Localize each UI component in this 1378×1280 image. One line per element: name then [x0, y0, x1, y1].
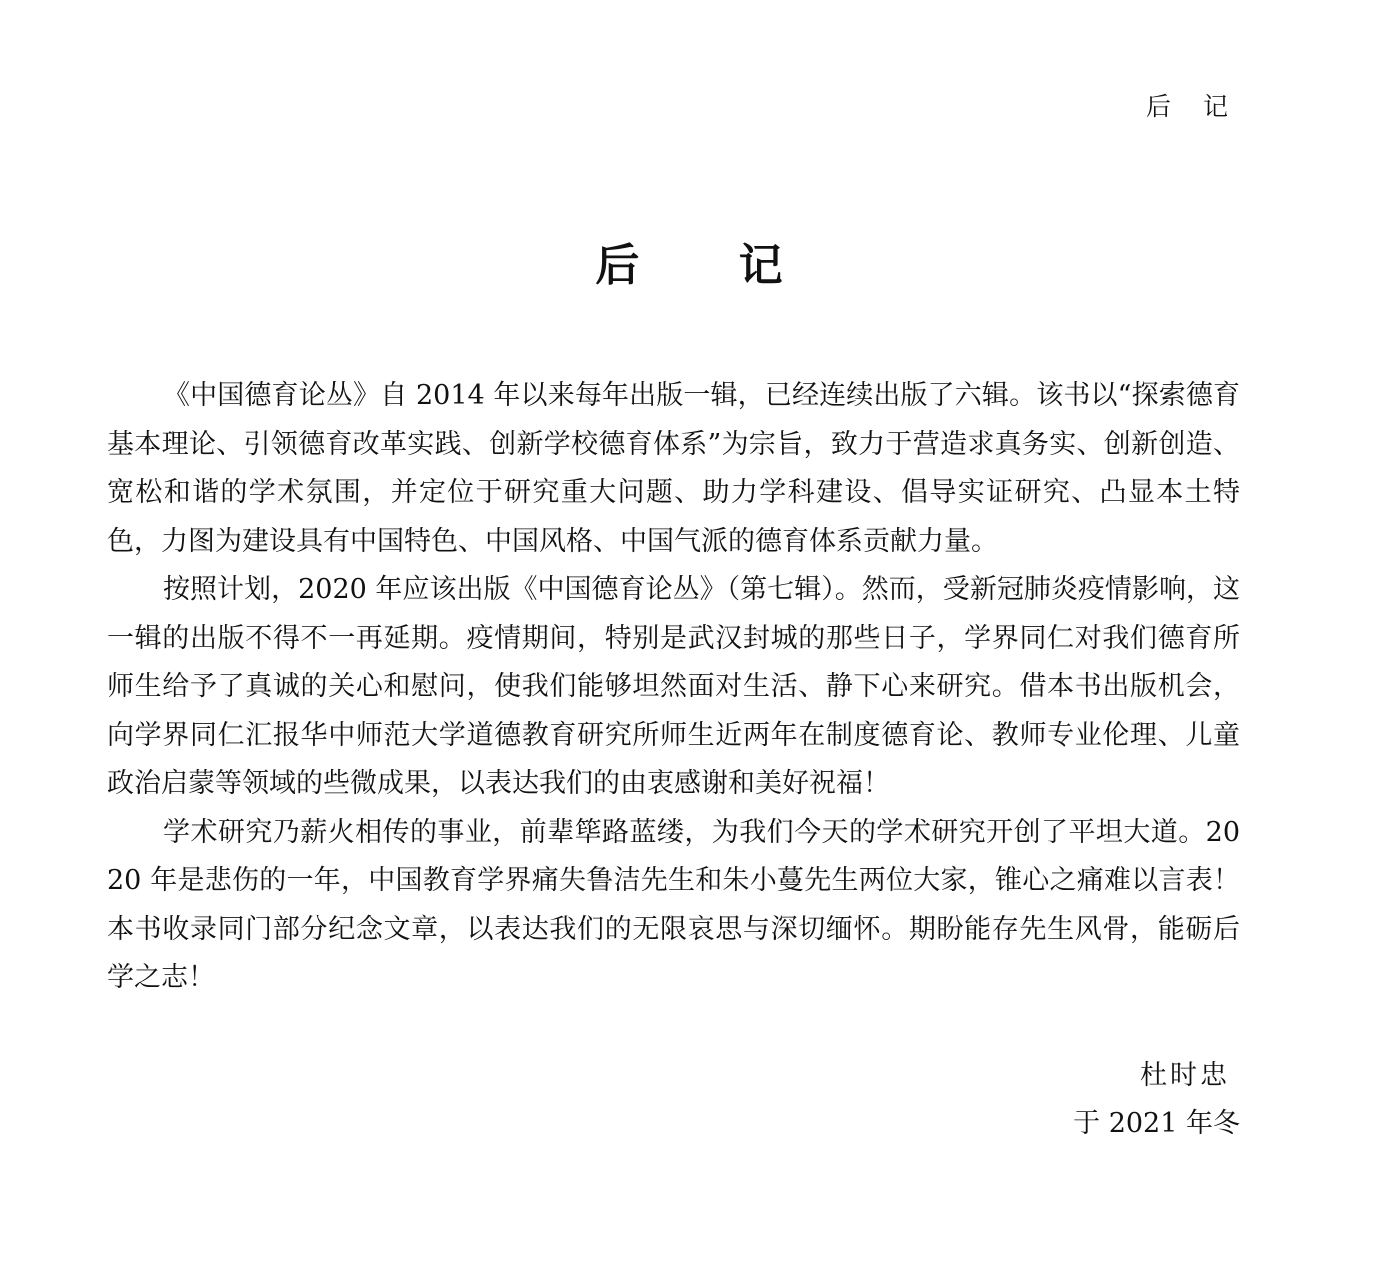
author-name: 杜时忠 [1140, 1060, 1230, 1091]
paragraph-2: 按照计划，2020 年应该出版《中国德育论丛》（第七辑）。然而，受新冠肺炎疫情影响，这一辑的出版不得不一再延期。疫情期间，特别是武汉封城的那些日子，学界同仁对我们德育所师生给予了真诚的关心和慰问，使我们能够坦然面对生活、静下心来研究。借本书出版机会，向学界同仁汇报华中师范大学道德教育研究所师生近两年在制度德育论、教师专业伦理、儿童政治启蒙等领域的些微成果，以表达我们的由衷感谢和美好祝福！ [107, 574, 1240, 799]
body-text [107, 372, 1240, 1003]
running-header: 后 记 [1146, 92, 1240, 121]
page-title: 后 记 [595, 240, 825, 291]
paragraph-1: 《中国德育论丛》自 2014 年以来每年出版一辑，已经连续出版了六辑。该书以“探索德育基本理论、引领德育改革实践、创新学校德育体系”为宗旨，致力于营造求真务实、创新创造、宽松和谐的学术氛围，并定位于研究重大问题、助力学科建设、倡导实证研究、凸显本土特色，力图为建设具有中国特色、中国风格、中国气派的德育体系贡献力量。 [107, 380, 1240, 557]
paragraph-3: 学术研究乃薪火相传的事业，前辈筚路蓝缕，为我们今天的学术研究开创了平坦大道。2020 年是悲伤的一年，中国教育学界痛失鲁洁先生和朱小蔓先生两位大家，锥心之痛难以言表！本书收录同门部分纪念文章，以表达我们的无限哀思与深切缅怀。期盼能存先生风骨，能砺后学之志！ [107, 816, 1240, 993]
signature-date: 于 2021 年冬 [1073, 1108, 1240, 1139]
signature-block [1073, 1052, 1240, 1148]
